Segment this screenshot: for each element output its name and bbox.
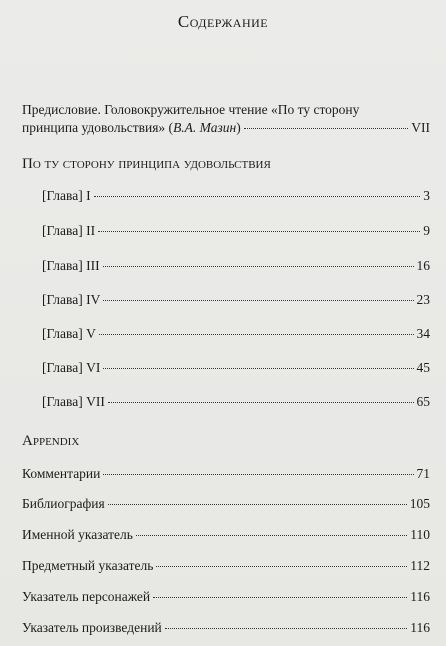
preface-author: В.А. Мазин	[173, 120, 237, 135]
toc-entry-chapter[interactable]	[42, 223, 430, 239]
dot-leader	[99, 334, 414, 335]
toc-entry-chapter[interactable]	[42, 360, 430, 376]
toc-page-number: 34	[416, 326, 430, 341]
dot-leader	[165, 628, 407, 629]
toc-entry-label: Именной указатель	[22, 527, 133, 542]
dot-leader	[98, 231, 420, 232]
dot-leader	[156, 566, 407, 567]
toc-entry-appendix[interactable]	[22, 466, 430, 482]
dot-leader	[103, 368, 413, 369]
toc-entry-label: [Глава] I	[42, 188, 91, 203]
toc-entry-preface[interactable]	[22, 101, 430, 137]
toc-entry-chapter[interactable]	[42, 188, 430, 204]
dot-leader	[108, 504, 407, 505]
section-heading-main: По ту сторону принципа удовольствия	[22, 156, 271, 172]
toc-page-number: 105	[409, 496, 430, 511]
preface-line2-close: )	[236, 120, 241, 135]
toc-page-number: 116	[410, 589, 430, 604]
toc-page-number: 110	[410, 527, 430, 542]
toc-entry-label: [Глава] V	[42, 326, 96, 341]
toc-page-number: 23	[416, 292, 430, 307]
toc-entry-label: Предметный указатель	[22, 558, 154, 573]
toc-page-number: 65	[416, 394, 430, 409]
dot-leader	[103, 300, 413, 301]
toc-page-number: 45	[416, 360, 430, 375]
toc-entry-chapter[interactable]	[42, 292, 430, 308]
dot-leader	[103, 474, 413, 475]
toc-entry-appendix[interactable]	[22, 589, 430, 605]
preface-line1: Предисловие. Головокружительное чтение «По ту сторону	[22, 102, 360, 117]
toc-entry-appendix[interactable]	[22, 620, 430, 636]
toc-entry-label: Указатель произведений	[22, 620, 162, 635]
toc-page-number: VII	[411, 120, 430, 135]
toc-entry-label: Библиография	[22, 496, 105, 511]
toc-page-number: 9	[423, 223, 430, 238]
toc-entry-label: [Глава] VI	[42, 360, 101, 375]
page-title: Содержание	[177, 12, 269, 31]
toc-entry-chapter[interactable]	[42, 258, 430, 274]
toc-page-number: 112	[410, 558, 430, 573]
section-heading-appendix: Appendix	[22, 433, 80, 449]
toc-entry-chapter[interactable]	[42, 394, 430, 410]
dot-leader	[136, 535, 407, 536]
toc-entry-appendix[interactable]	[22, 496, 430, 512]
dot-leader	[244, 128, 409, 129]
dot-leader	[94, 196, 421, 197]
toc-entry-appendix[interactable]	[22, 558, 430, 574]
toc-entry-label: [Глава] VII	[42, 394, 105, 409]
toc-entry-chapter[interactable]	[42, 326, 430, 342]
dot-leader	[153, 597, 407, 598]
toc-page-number: 71	[416, 466, 430, 481]
toc-entry-label: Указатель персонажей	[22, 589, 151, 604]
toc-page-number: 16	[416, 258, 430, 273]
toc-entry-label: Комментарии	[22, 466, 101, 481]
toc-entry-label: [Глава] IV	[42, 292, 101, 307]
toc-entry-label: [Глава] III	[42, 258, 100, 273]
toc-entry-label: [Глава] II	[42, 223, 96, 238]
toc-page-number: 116	[410, 620, 430, 635]
dot-leader	[103, 266, 414, 267]
dot-leader	[108, 402, 414, 403]
toc-entry-appendix[interactable]	[22, 527, 430, 543]
toc-page-number: 3	[423, 188, 430, 203]
preface-line2-text: принципа удовольствия» (	[22, 120, 174, 135]
preface-line2	[22, 119, 430, 137]
